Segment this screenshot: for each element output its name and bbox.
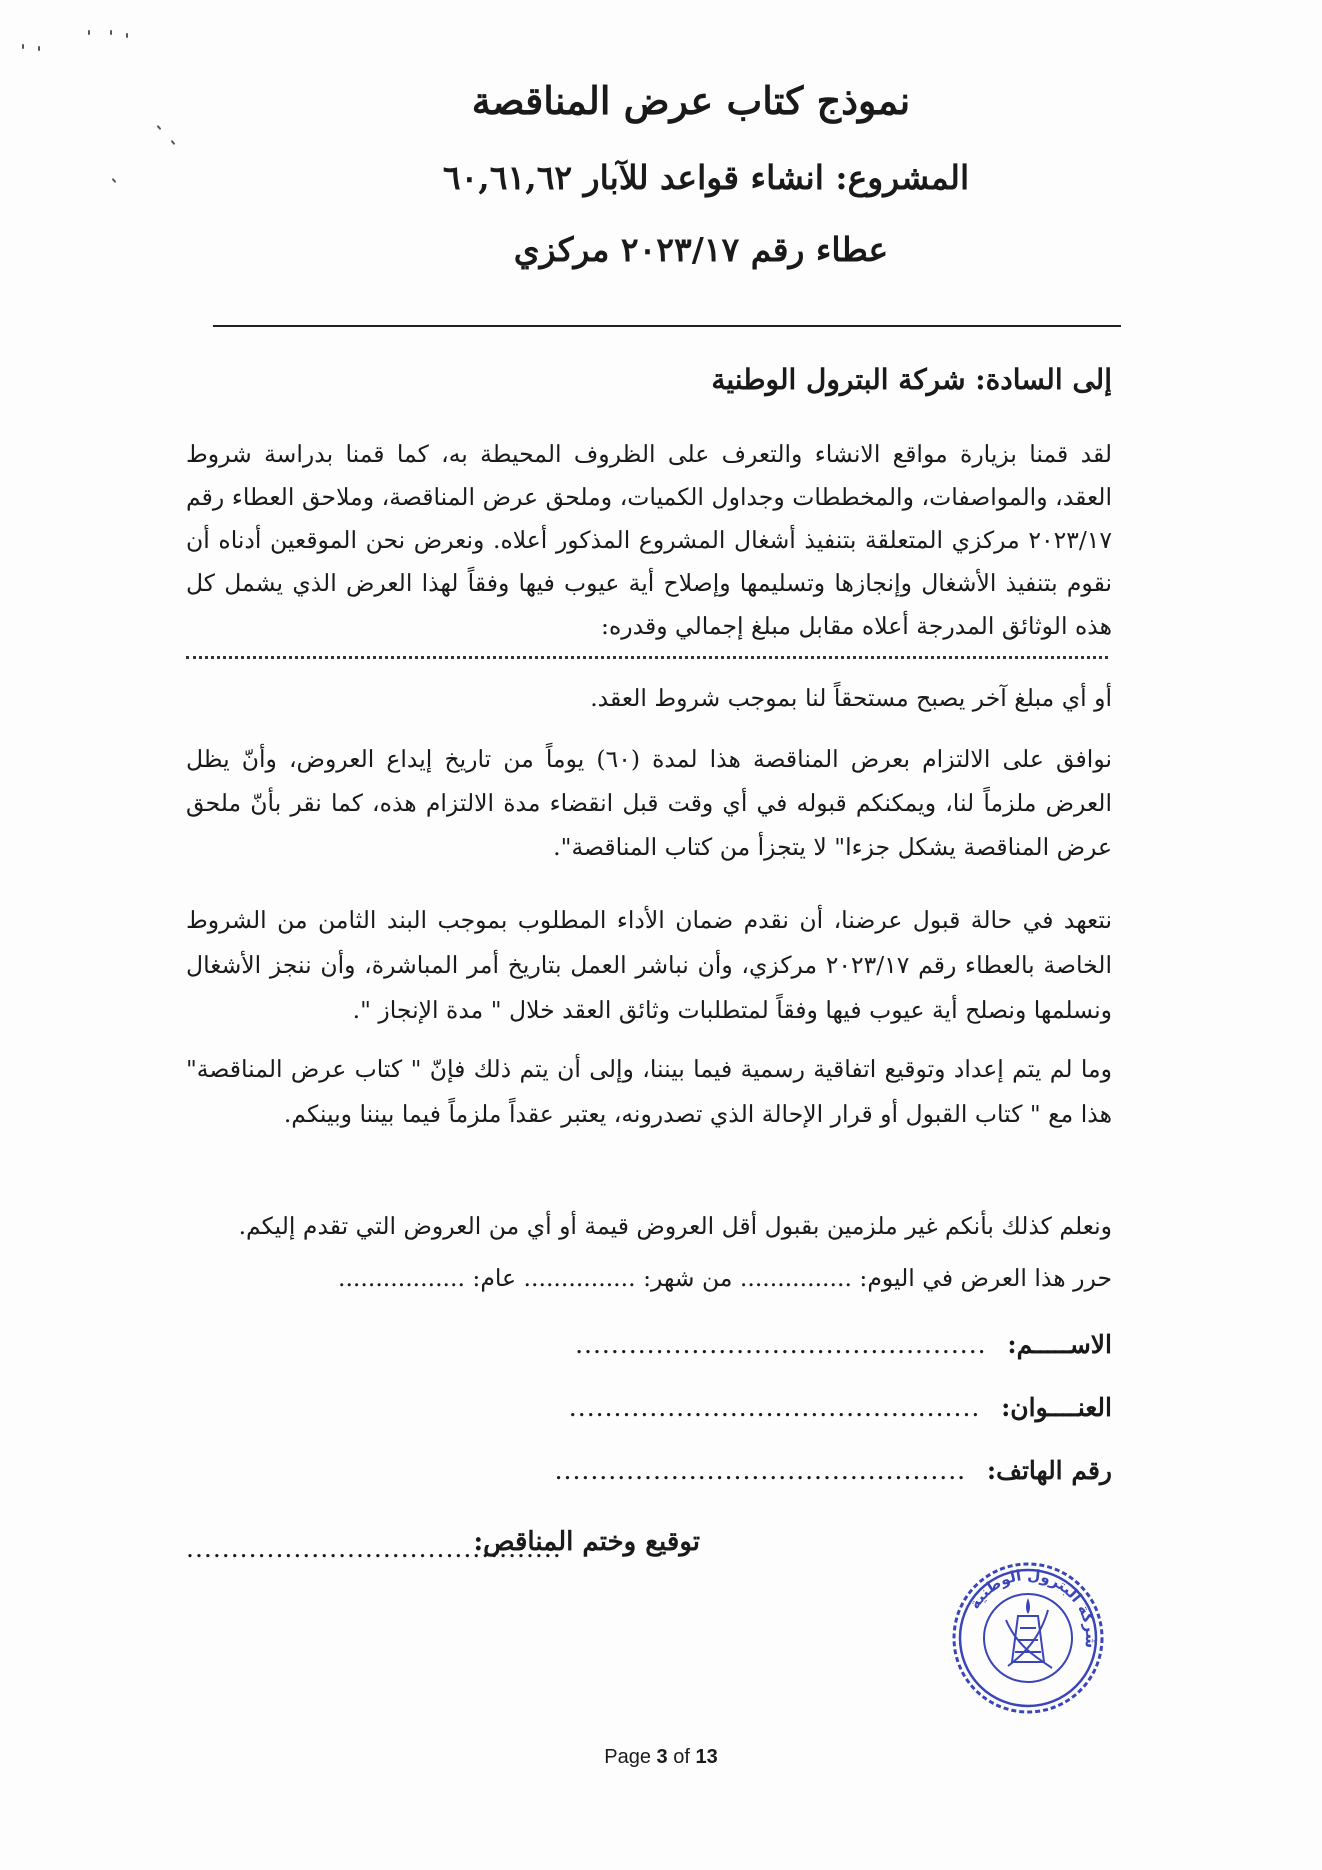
header-divider (213, 325, 1121, 327)
project-line: المشروع: انشاء قواعد للآبار ٦٠,٦١,٦٢ (442, 158, 970, 197)
name-field (575, 1330, 1112, 1359)
footer-total-pages: 13 (695, 1746, 718, 1768)
document-title: نموذج كتاب عرض المناقصة (471, 78, 911, 123)
phone-blank: .............................................. (554, 1456, 967, 1485)
paragraph-other-amount: أو أي مبلغ آخر يصبح مستحقاً لنا بموجب شروط العقد. (590, 684, 1112, 712)
signature-blank: .......................................... (186, 1534, 562, 1563)
scan-speck (22, 44, 24, 49)
scan-speck (110, 30, 112, 35)
scan-speck (126, 33, 128, 38)
company-seal-icon (948, 1558, 1108, 1718)
address-blank: .............................................. (568, 1393, 981, 1422)
paragraph-binding-contract: وما لم يتم إعداد وتوقيع اتفاقية رسمية فيما بيننا، وإلى أن يتم ذلك فإنّ " كتاب عرض المناقصة" هذا مع " كتاب القبول أو قرار الإحالة الذي تصدرونه، يعتبر عقداً ملزماً فيما بيننا وبينكم. (186, 1055, 1112, 1128)
footer-current-page: 3 (656, 1746, 668, 1768)
seal-text: شركة البترول الوطنية (965, 1565, 1101, 1649)
svg-text:شركة البترول الوطنية (965, 1566, 1100, 1649)
footer-page-word: Page (604, 1746, 651, 1768)
address-field (569, 1393, 1112, 1422)
amount-dotted-line (186, 648, 1108, 659)
paragraph-not-bound: ونعلم كذلك بأنكم غير ملزمين بقبول أقل العروض قيمة أو أي من العروض التي تقدم إليكم. (238, 1212, 1112, 1240)
phone-field (555, 1456, 1112, 1485)
signature-label: توقيع وختم المناقص: (473, 1527, 700, 1557)
page-footer (0, 1746, 1322, 1769)
footer-of-word: of (673, 1746, 690, 1768)
paragraph-site-visit: لقد قمنا بزيارة مواقع الانشاء والتعرف على الظروف المحيطة به، كما قمنا بدراسة شروط العقد، والمواصفات، والمخططات وجداول الكميات، وملحق عرض المناقصة، وملاحق العطاء رقم ٢٠٢٣/١٧ مركزي المتعلقة بتنفيذ أشغال المشروع المذكور أعلاه. ونعرض نحن الموقعين أدناه أن نقوم بتنفيذ الأشغال وإنجازها وتسليمها وإصلاح أية عيوب فيها وفقاً لهذا العرض الذي يشمل كل هذه الوثائق المدرجة أعلاه مقابل مبلغ إجمالي وقدره: (186, 440, 1112, 640)
addressee: إلى السادة: شركة البترول الوطنية (711, 363, 1112, 396)
scan-speck (88, 30, 90, 35)
scan-speck (157, 125, 162, 130)
scan-speck (38, 46, 40, 51)
tender-number-line: عطاء رقم ٢٠٢٣/١٧ مركزي (513, 230, 889, 269)
phone-label: رقم الهاتف: (986, 1456, 1112, 1485)
scan-speck (171, 140, 176, 145)
paragraph-performance-guarantee: نتعهد في حالة قبول عرضنا، أن نقدم ضمان الأداء المطلوب بموجب البند الثامن من الشروط الخاصة بالعطاء رقم ٢٠٢٣/١٧ مركزي، وأن نباشر العمل بتاريخ أمر المباشرة، وأن ننجز الأشغال ونسلمها ونصلح أية عيوب فيها وفقاً لمتطلبات وثائق العقد خلال " مدة الإنجاز ". (186, 906, 1112, 1024)
address-label: العنــــوان: (1001, 1393, 1112, 1422)
name-blank: .............................................. (575, 1330, 987, 1359)
name-label: الاســـــم: (1007, 1330, 1112, 1359)
paragraph-validity: نوافق على الالتزام بعرض المناقصة هذا لمدة (٦٠) يوماً من تاريخ إيداع العروض، وأنّ يظل العرض ملزماً لنا، ويمكنكم قبوله في أي وقت قبل انقضاء مدة الالتزام هذه، كما نقر بأنّ ملحق عرض المناقصة يشكل جزءا" لا يتجزأ من كتاب المناقصة". (186, 745, 1112, 861)
date-line: حرر هذا العرض في اليوم: ............... من شهر: ............... عام: ................. (337, 1264, 1112, 1292)
